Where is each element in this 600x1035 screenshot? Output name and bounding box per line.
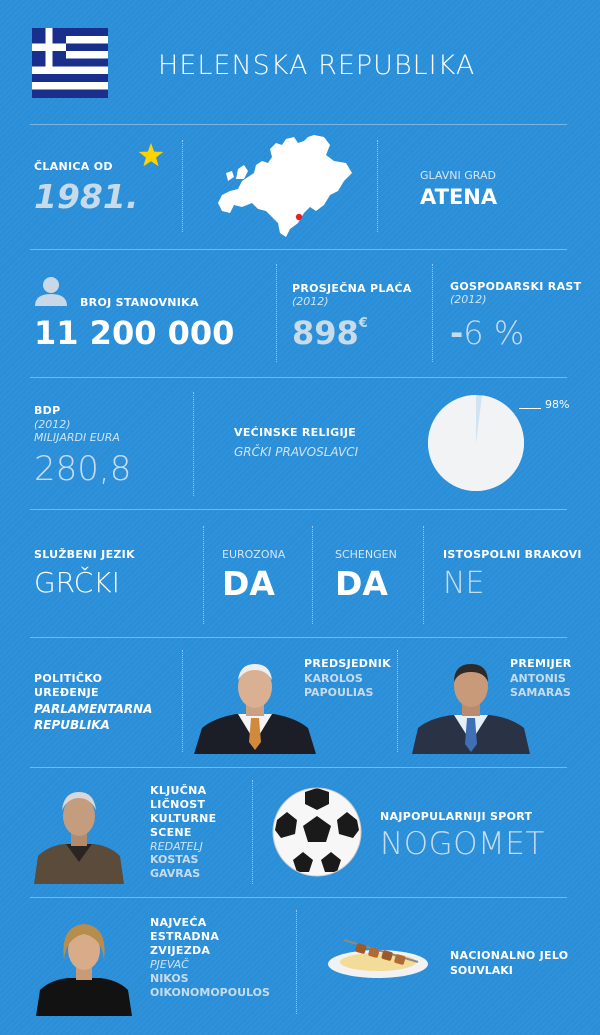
page-title: HELENSKA REPUBLIKA [158, 50, 476, 81]
premier-name-line1: ANTONIS [510, 672, 566, 685]
director-photo [34, 784, 124, 884]
president-label: PREDSJEDNIK [304, 657, 391, 670]
eu-star-icon [138, 142, 164, 168]
president-name-line1: KAROLOS [304, 672, 363, 685]
gdp-label: BDP [34, 404, 61, 417]
gdp-unit: MILIJARDI EURA [34, 431, 120, 444]
politics-value-line1: PARLAMENTARNA [34, 702, 153, 716]
star-line2: ESTRADNA [150, 930, 220, 943]
pie-leader-line [519, 408, 541, 409]
religion-pie-chart [428, 392, 524, 494]
culture-name-line2: GAVRAS [150, 867, 201, 880]
politics-value-line2: REPUBLIKA [34, 718, 110, 732]
football-icon [271, 786, 363, 878]
star-name-line1: NIKOS [150, 972, 189, 985]
membership-year: 1981. [34, 177, 139, 216]
sport-value: NOGOMET [380, 826, 545, 862]
religion-value: GRČKI PRAVOSLAVCI [234, 445, 359, 459]
capital-value: ATENA [420, 185, 498, 209]
food-value: SOUVLAKI [450, 964, 513, 977]
souvlaki-icon [326, 932, 430, 980]
schengen-value: DA [335, 564, 388, 603]
star-line1: NAJVEĆA [150, 916, 207, 929]
growth-value-wrap [450, 314, 524, 352]
greece-flag [32, 28, 108, 98]
culture-line1: KLJUČNA [150, 784, 207, 797]
samesex-value: NE [443, 566, 485, 601]
eurozone-label: EUROZONA [222, 548, 286, 561]
gdp-year: (2012) [34, 418, 71, 431]
premier-name-line2: SAMARAS [510, 686, 571, 699]
capital-label: GLAVNI GRAD [420, 169, 496, 182]
growth-label: GOSPODARSKI RAST [450, 280, 582, 293]
culture-line4: SCENE [150, 826, 192, 839]
religion-label: VEĆINSKE RELIGIJE [234, 426, 357, 439]
europe-map [212, 133, 358, 241]
pie-slice-majority [428, 395, 524, 491]
culture-line2: LIČNOST [150, 798, 206, 811]
politics-label-line2: UREĐENJE [34, 686, 99, 699]
politics-label-line1: POLITIČKO [34, 672, 103, 685]
star-line3: ZVIJEZDA [150, 944, 211, 957]
growth-year: (2012) [450, 293, 487, 306]
religion-percent: 98% [545, 398, 570, 411]
salary-value: 898 [292, 314, 359, 352]
culture-line3: KULTURNE [150, 812, 217, 825]
premier-label: PREMIJER [510, 657, 572, 670]
food-label: NACIONALNO JELO [450, 949, 569, 962]
salary-label: PROSJEČNA PLAĆA [292, 282, 412, 295]
person-icon [34, 276, 68, 306]
membership-label: ČLANICA OD [34, 160, 113, 173]
culture-name-line1: KOSTAS [150, 853, 199, 866]
growth-value: 6 % [463, 314, 525, 352]
population-label: BROJ STANOVNIKA [80, 296, 199, 309]
sport-label: NAJPOPULARNIJI SPORT [380, 810, 533, 823]
gdp-value: 280,8 [34, 449, 132, 489]
singer-photo [36, 918, 132, 1016]
salary-year: (2012) [292, 295, 329, 308]
salary-value-wrap [292, 314, 368, 352]
star-name-line2: OIKONOMOPOULOS [150, 986, 270, 999]
language-label: SLUŽBENI JEZIK [34, 548, 135, 561]
population-value: 11 200 000 [34, 314, 235, 352]
president-photo [194, 662, 316, 754]
eurozone-value: DA [222, 564, 275, 603]
culture-role: REDATELJ [150, 840, 203, 853]
salary-currency: € [358, 316, 368, 331]
language-value: GRČKI [34, 566, 120, 599]
schengen-label: SCHENGEN [335, 548, 397, 561]
growth-sign: - [450, 314, 464, 352]
star-role: PJEVAČ [150, 958, 189, 971]
samesex-label: ISTOSPOLNI BRAKOVI [443, 548, 582, 561]
president-name-line2: PAPOULIAS [304, 686, 374, 699]
